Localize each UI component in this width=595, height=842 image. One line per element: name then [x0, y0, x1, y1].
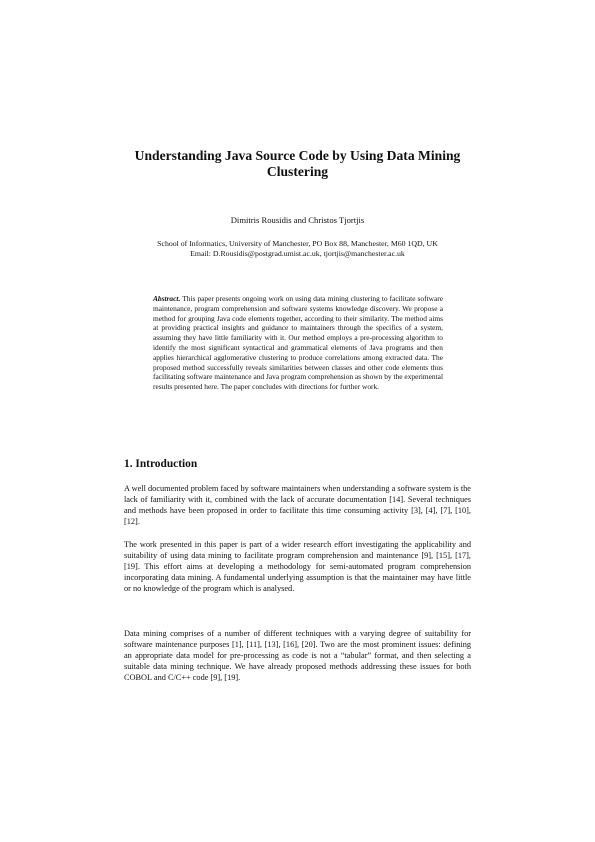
intro-paragraph-1: A well documented problem faced by software maintainers when understanding a software system is the lack of familiarity with it, combined with the lack of accurate documentation [14]. Several techniques and methods have been proposed in order to facilitate this time consuming activity [3], [4], [7], [10], [12].: [124, 484, 471, 527]
paper-title: Understanding Java Source Code by Using Data Mining Clustering: [134, 148, 461, 179]
affiliation-address: School of Informatics, University of Manchester, PO Box 88, Manchester, M60 1QD, UK: [157, 239, 438, 248]
abstract: [153, 294, 443, 392]
affiliation-block: [100, 239, 495, 259]
section-heading-introduction: 1. Introduction: [124, 458, 198, 470]
intro-paragraph-2: The work presented in this paper is part of a wider research effort investigating the applicability and suitability of using data mining to facilitate program comprehension and maintenance [9], [15], [17], [19]. This effort aims at developing a methodology for semi-automated program comprehension incorporating data mining. A fundamental underlying assumption is that the maintainer may have little or no knowledge of the program which is analysed.: [124, 540, 471, 594]
intro-paragraph-3: Data mining comprises of a number of different techniques with a varying degree of suitability for software maintenance purposes [1], [11], [13], [16], [20]. Two are the most prominent issues: defining an appropriate data model for pre-processing as code is not a “tabular” format, and then selecting a suitable data mining technique. We have already proposed methods addressing these issues for both COBOL and C/C++ code [9], [19].: [124, 629, 471, 683]
abstract-text: This paper presents ongoing work on using data mining clustering to facilitate software maintenance, program comprehension and software systems knowledge discovery. We propose a method for grouping Java code elements together, according to their similarity. The method aims at providing practical insights and guidance to maintainers through the specifics of a system, assuming they have little familiarity with it. Our method employs a pre-processing algorithm to identify the most significant syntactical and grammatical elements of Java programs and then applies hierarchical agglomerative clustering to produce correlations among extracted data. The proposed method successfully reveals similarities between classes and other code elements thus facilitating software maintenance and Java program comprehension as shown by the experimental results presented here. The paper concludes with directions for further work.: [153, 294, 444, 392]
abstract-label: Abstract.: [153, 294, 181, 303]
author-list: Dimitris Rousidis and Christos Tjortjis: [230, 215, 365, 225]
affiliation-email: Email: D.Rousidis@postgrad.umist.ac.uk, tjortjis@manchester.ac.uk: [190, 249, 405, 259]
